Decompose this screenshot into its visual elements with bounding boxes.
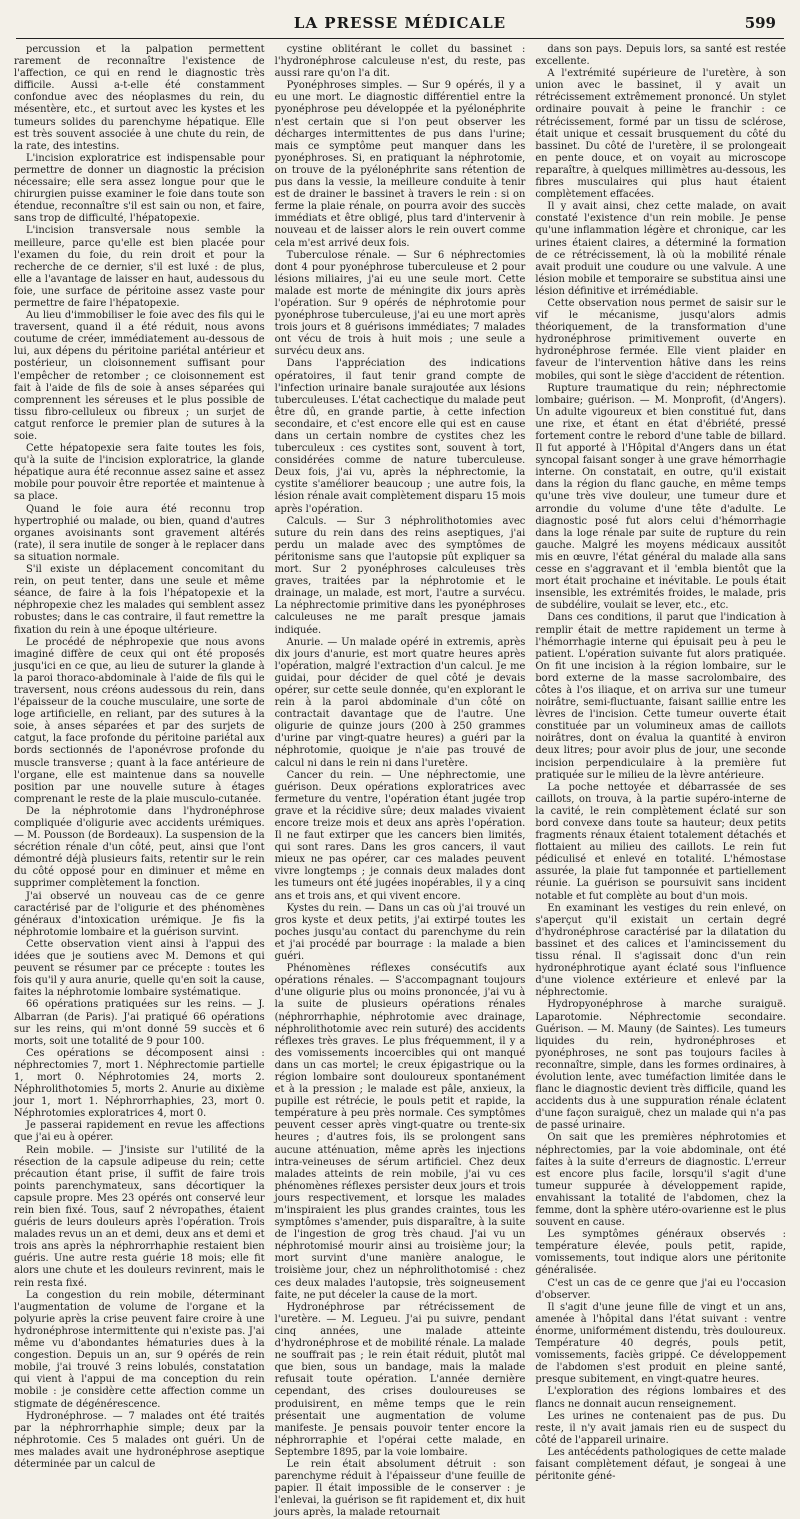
paragraph: Le procédé de néphropexie que nous avons imaginé diffère de ceux qui ont été proposés jusqu'ici en ce que, au lieu de suturer la glande à la paroi thoraco-abdominale à l'aide de fils qui le traversent, nous créons audessous du rein, dans l'épaisseur de la couche musculaire, une sorte de loge artificielle, en reliant, par des sutures à la soie, à anses séparées et par des surjets de catgut, la face profonde du péritoine pariétal aux bords sectionnés de l'aponévrose profonde du muscle transverse ; quant à la face antérieure de l'organe, elle est maintenue dans sa nouvelle position par une nouvelle suture à étages comprenant le reste de la plaie musculo-cutanée. bbox=[14, 636, 265, 805]
paragraph: S'il existe un déplacement concomitant du rein, on peut tenter, dans une seule et même séance, de faire à la fois l'hépatopexie et la néphropexie chez les malades qui semblent assez robustes; dans le cas contraire, il faut remettre la fixation du rein à une époque ultérieure. bbox=[14, 564, 265, 636]
paragraph: cystine oblitérant le collet du bassinet : l'hydronéphrose calculeuse n'est, du reste, pas aussi rare qu'on l'a dit. bbox=[274, 44, 526, 80]
paragraph: Au lieu d'immobiliser le foie avec des fils qui le traversent, quand il a été réduit, nous avons coutume de créer, immédiatement au-dessous de lui, aux dépens du péritoine pariétal antérieur et postérieur, un cloisonnement suffisant pour l'empêcher de retomber ; ce cloisonnement est fait à l'aide de fils de soie à anses séparées qui comprennent les séreuses et le plus possible de tissu fibro-celluleux ou fibreux ; un surjet de catgut renforce le premier plan de sutures à la soie. bbox=[14, 310, 265, 442]
paragraph: Je passerai rapidement en revue les affections que j'ai eu à opérer. bbox=[14, 1120, 265, 1144]
column-left bbox=[14, 44, 265, 1519]
paragraph: percussion et la palpation permettent rarement de reconnaître l'existence de l'affection, ce qui en rend le diagnostic très difficile. Aussi a-t-elle été constamment confondue avec des néoplasmes du rein, du mésentère, etc., et surtout avec les kystes et les tumeurs solides du parenchyme hépatique. Elle est très souvent associée à une chute du rein, de la rate, des intestins. bbox=[14, 44, 265, 152]
paragraph: L'incision transversale nous semble la meilleure, parce qu'elle est bien placée pour l'examen du foie, du rein droit et pour la recherche de ce dernier, s'il est luxé : de plus, elle a l'avantage de laisser en haut, audessous du foie, une surface de péritoine assez vaste pour permettre de faire l'hépatopexie. bbox=[14, 225, 265, 309]
paragraph: Cancer du rein. — Une néphrectomie, une guérison. Deux opérations exploratrices avec fermeture du ventre, l'opération étant jugée trop grave et la récidive sûre; deux malades vivaient encore treize mois et deux ans après l'opération. Il ne faut extirper que les cancers bien limités, qui sont rares. Dans les gros cancers, il vaut mieux ne pas opérer, car ces malades peuvent vivre longtemps ; je connais deux malades dont les tumeurs ont été jugées inopérables, il y a cinq ans et trois ans, et qui vivent encore. bbox=[274, 769, 526, 902]
column-right bbox=[535, 44, 786, 1519]
paragraph: Anurie. — Un malade opéré in extremis, après dix jours d'anurie, est mort quatre heures après l'opération, malgré l'extraction d'un calcul. Je me guidai, pour décider de quel côté je devais opérer, sur cette seule donnée, qu'en explorant le rein à la paroi abdominale d'un côté on contractait davantage que de l'autre. Une oligurie de quinze jours (200 à 250 grammes d'urine par vingt-quatre heures) a guéri par la néphrotomie, quoique je n'aie pas trouvé de calcul ni dans le rein ni dans l'uretère. bbox=[274, 636, 526, 769]
paragraph: Cette hépatopexie sera faite toutes les fois, qu'à la suite de l'incision exploratrice, la glande hépatique aura été reconnue assez saine et assez mobile pour pouvoir être reportée et maintenue à sa place. bbox=[14, 443, 265, 503]
paragraph: Il s'agit d'une jeune fille de vingt et un ans, amenée à l'hôpital dans l'état suivant : ventre énorme, uniformément distendu, très douloureux. Température 40 degrés, pouls petit, vomissements, faciès grippé. Ce développement de l'abdomen s'est produit en pleine santé, presque subitement, en vingt-quatre heures. bbox=[535, 1301, 786, 1386]
paragraph: A l'extrémité supérieure de l'uretère, à son union avec le bassinet, il y avait un rétrécissement extrêmement prononcé. Un stylet ordinaire pouvait à peine le franchir : ce rétrécissement, formé par un tissu de sclérose, était unique et cessait brusquement du côté du bassinet. Du côté de l'uretère, il se prolongeait en pente douce, et on voyait au microscope reparaître, à quelques millimètres au-dessous, les fibres musculaires qui plus haut étaient complètement effacées. bbox=[535, 68, 786, 201]
page-header bbox=[16, 6, 784, 34]
paragraph: Les symptômes généraux observés : température élevée, pouls petit, rapide, vomissements, tout indique alors une péritonite généralisée. bbox=[535, 1229, 786, 1277]
paragraph: Cette observation nous permet de saisir sur le vif le mécanisme, jusqu'alors admis théoriquement, de la transformation d'une hydronéphrose primitivement ouverte en hydronéphrose fermée. Elle vient plaider en faveur de l'intervention hâtive dans les reins mobiles, qui sont le siège d'accident de rétention. bbox=[535, 297, 786, 382]
paragraph: Il y avait ainsi, chez cette malade, on avait constaté l'existence d'un rein mobile. Je pense qu'une inflammation légère et chronique, car les urines étaient claires, a déterminé la formation de ce rétrécissement, là où la mobilité rénale avait produit une coudure ou une valvule. A une lésion mobile et temporaire se substitua ainsi une lésion définitive et irrémédiable. bbox=[535, 201, 786, 297]
paragraph: Rupture traumatique du rein; néphrectomie lombaire; guérison. — M. Monprofit, (d'Angers). Un adulte vigoureux et bien constitué fut, dans une rixe, et étant en état d'ébriété, pressé fortement contre le rebord d'une table de billard. Il fut apporté à l'Hôpital d'Angers dans un état syncopal faisant songer à une grave hémorrhagie interne. On constatait, en outre, qu'il existait dans la région du flanc gauche, en même temps qu'une très vive douleur, une tumeur dure et arrondie du volume d'une tête d'adulte. Le diagnostic posé fut alors celui d'hémorrhagie dans la loge rénale par suite de rupture du rein gauche. Malgré les moyens médicaux aussitôt mis en œuvre, l'état général du malade alla sans cesse en s'aggravant et il 'embla bientôt que la mort était prochaine et inévitable. Le pouls était insensible, les extrémités froides, le malade, pris de subdélire, voulait se lever, etc., etc. bbox=[535, 382, 786, 612]
paragraph: 66 opérations pratiquées sur les reins. — J. Albarran (de Paris). J'ai pratiqué 66 opérations sur les reins, qui m'ont donné 59 succès et 6 morts, soit une totalité de 9 pour 100. bbox=[14, 999, 265, 1047]
paragraph: Dans l'appréciation des indications opératoires, il faut tenir grand compte de l'infection urinaire banale surajoutée aux lésions tuberculeuses. L'état cachectique du malade peut être dû, en grande partie, à cette infection secondaire, et c'est encore elle qui est en cause dans un certain nombre de cystites chez les tuberculeux : ces cystites sont, souvent à tort, considérées comme de nature tuberculeuse. Deux fois, j'ai vu, après la néphrectomie, la cystite s'améliorer beaucoup ; une autre fois, la lésion rénale avait complètement disparu 15 mois après l'opération. bbox=[274, 358, 526, 515]
paragraph: Les antécédents pathologiques de cette malade faisant complètement défaut, je songeai à une péritonite géné- bbox=[535, 1446, 786, 1483]
paragraph: Hydronéphrose. — 7 malades ont été traités par la néphrorrhaphie simple; deux par la néphrotomie. Ces 5 malades ont guéri. Un de mes malades avait une hydronéphrose aseptique déterminée par un calcul de bbox=[14, 1410, 265, 1470]
paragraph: Dans ces conditions, il parut que l'indication à remplir était de mettre rapidement un terme à l'hémorrhagie interne qui épuisait peu à peu le patient. L'opération suivante fut alors pratiquée. On fit une incision à la région lombaire, sur le bord externe de la masse sacrolombaire, des côtes à l'os iliaque, et on arriva sur une tumeur noirâtre, semi-fluctuante, faisant saillie entre les lèvres de l'incision. Cette tumeur ouverte était constituée par un volumineux amas de caillots noirâtres, dont on évalua la quantité à environ deux litres; pour avoir plus de jour, une seconde incision perpendiculaire à la première fut pratiquée sur le milieu de la lèvre antérieure. bbox=[535, 612, 786, 781]
paragraph: Kystes du rein. — Dans un cas où j'ai trouvé un gros kyste et deux petits, j'ai extirpé toutes les poches jusqu'au contact du parenchyme du rein et j'ai procédé par bourrage : la malade a bien guéri. bbox=[274, 902, 526, 963]
paragraph: Tuberculose rénale. — Sur 6 néphrectomies dont 4 pour pyonéphrose tuberculeuse et 2 pour lésions miliaires, j'ai eu une seule mort. Cette malade est morte de méningite dix jours après l'opération. Sur 9 opérés de néphrotomie pour pyonéphrose tuberculeuse, j'ai eu une mort après trois jours et 8 guérisons immédiates; 7 malades ont vécu de trois à huit mois ; une seule a survécu deux ans. bbox=[274, 249, 526, 358]
paragraph: Rein mobile. — J'insiste sur l'utilité de la résection de la capsule adipeuse du rein; cette précaution étant prise, il suffit de faire trois points parenchymateux, sans décortiquer la capsule propre. Mes 23 opérés ont conservé leur rein bien fixé. Tous, sauf 2 névropathes, étaient guéris de leurs douleurs après l'opération. Trois malades revus un an et demi, deux ans et demi et trois ans après la néphrorrhaphie restaient bien guéris. Une autre resta guérie 18 mois; elle fit alors une chute et les douleurs revinrent, mais le rein resta fixé. bbox=[14, 1144, 265, 1289]
paragraph: Hydropyonéphrose à marche suraiguë. Laparotomie. Néphrectomie secondaire. Guérison. — M. Mauny (de Saintes). Les tumeurs liquides du rein, hydronéphroses et pyonéphroses, ne sont pas toujours faciles à reconnaître, simple, dans les formes ordinaires, à évolution lente, avec tuméfaction limitée dans le flanc le diagnostic devient très difficile, quand les accidents dus à une suppuration rénale éclatent d'une façon suraiguë, chez un malade qui n'a pas de passé urinaire. bbox=[535, 999, 786, 1132]
paragraph: J'ai observé un nouveau cas de ce genre caractérisé par de l'oligurie et des phénomènes généraux d'intoxication urémique. Je fis la néphrotomie lombaire et la guérison survint. bbox=[14, 890, 265, 938]
journal-title: LA PRESSE MÉDICALE bbox=[293, 14, 507, 32]
paragraph: C'est un cas de ce genre que j'ai eu l'occasion d'observer. bbox=[535, 1277, 786, 1301]
paragraph: Les urines ne contenaient pas de pus. Du reste, il n'y avait jamais rien eu de suspect du côté de l'appareil urinaire. bbox=[535, 1410, 786, 1446]
paragraph: Ces opérations se décomposent ainsi : néphrectomies 7, mort 1. Néphrectomie partielle 1, mort 0. Néphrotomies 24, morts 2. Néphrolithotomies 5, morts 2. Anurie au dixième jour 1, mort 1. Néphrorrhaphies, 23, mort 0. Néphrotomies exploratrices 4, mort 0. bbox=[14, 1047, 265, 1120]
paragraph: On sait que les premières néphrotomies et néphrectomies, par la voie abdominale, ont été faites à la suite d'erreurs de diagnostic. L'erreur est encore plus facile, lorsqu'il s'agit d'une tumeur suppurée à développement rapide, envahissant la totalité de l'abdomen, chez la femme, dont la sphère utéro-ovarienne est le plus souvent en cause. bbox=[535, 1132, 786, 1229]
paragraph: L'exploration des régions lombaires et des flancs ne donnait aucun renseignement. bbox=[535, 1386, 786, 1410]
paragraph: Pyonéphroses simples. — Sur 9 opérés, il y a eu une mort. Le diagnostic différentiel entre la pyonéphrose peu développée et la pyélonéphrite n'est certain que si l'on peut observer les décharges intermittentes de pus dans l'urine; mais ce symptôme peut manquer dans les pyonéphroses. Si, en pratiquant la néphrotomie, on trouve de la pyélonéphrite sans rétention de pus dans la vessie, la meilleure conduite à tenir est de drainer le bassinet à travers le rein : si on ferme la plaie rénale, on pourra avoir des succès immédiats et être obligé, plus tard d'intervenir à nouveau et de laisser alors le rein ouvert comme cela m'est arrivé deux fois. bbox=[274, 80, 526, 249]
paragraph: dans son pays. Depuis lors, sa santé est restée excellente. bbox=[535, 44, 786, 68]
header-rule bbox=[16, 38, 784, 39]
paragraph: Cette observation vient ainsi à l'appui des idées que je soutiens avec M. Demons et qui peuvent se résumer par ce précepte : toutes les fois qu'il y aura anurie, quelle qu'en soit la cause, faites la néphrotomie lombaire systématique. bbox=[14, 938, 265, 999]
page-number: 599 bbox=[744, 14, 776, 32]
column-middle bbox=[275, 44, 526, 1519]
paragraph: La congestion du rein mobile, déterminant l'augmentation de volume de l'organe et la polyurie après la crise peuvent faire croire à une hydronéphrose intermittente qui n'existe pas. J'ai même vu d'abondantes hématuries dues à la congestion. Depuis un an, sur 9 opérés de rein mobile, j'ai trouvé 3 reins lobulés, constatation qui vient à l'appui de ma conception du rein mobile : je considère cette affection comme un stigmate de dégénérescence. bbox=[14, 1289, 265, 1410]
article-columns bbox=[14, 44, 786, 1519]
paragraph: Calculs. — Sur 3 néphrolithotomies avec suture du rein dans des reins aseptiques, j'ai perdu un malade avec des symptômes de péritonisme sans que l'autopsie pût expliquer sa mort. Sur 2 pyonéphroses calculeuses très graves, traitées par la néphrotomie et le drainage, un malade, est mort, l'autre a survécu. La néphrectomie primitive dans les pyonéphroses calculeuses ne me paraît presque jamais indiquée. bbox=[274, 515, 526, 636]
paragraph: Le rein était absolument détruit : son parenchyme réduit à l'épaisseur d'une feuille de papier. Il était impossible de le conserver : je l'enlevai, la guérison se fit rapidement et, dix huit jours après, la malade retournait bbox=[274, 1458, 526, 1519]
paragraph: Hydronéphrose par rétrécissement de l'uretère. — M. Legueu. J'ai pu suivre, pendant cinq années, une malade atteinte d'hydronéphrose et de mobilité rénale. La malade ne souffrait pas ; le rein était réduit, plutôt mal que bien, sous un bandage, mais la malade refusait toute opération. L'année dernière cependant, des crises douloureuses se produisirent, en même temps que le rein présentait une augmentation de volume manifeste. Je pensais pouvoir tenter encore la néphrorraphie et l'opérai cette malade, en Septembre 1895, par la voie lombaire. bbox=[274, 1301, 526, 1458]
paragraph: En examinant les vestiges du rein enlevé, on s'aperçut qu'il existait un certain degré d'hydronéphrose caractérisé par la dilatation du bassinet et des calices et l'amincissement du tissu rénal. Il s'agissait donc d'un rein hydronéphrotique ayant éclaté sous l'influence d'une violence extérieure et enlevé par la néphrectomie. bbox=[535, 902, 786, 999]
paragraph: De la néphrotomie dans l'hydronéphrose compliquée d'oligurie avec accidents urémiques. — M. Pousson (de Bordeaux). La suspension de la sécrétion rénale d'un côté, peut, ainsi que l'ont démontré déjà plusieurs faits, retentir sur le rein du côté opposé pour en diminuer et même en supprimer complètement la fonction. bbox=[14, 805, 265, 890]
paragraph: L'incision exploratrice est indispensable pour permettre de donner un diagnostic la précision nécessaire; elle sera assez longue pour que le chirurgien puisse examiner le foie dans toute son étendue, reconnaître s'il est sain ou non, et faire, sans trop de difficulté, l'hépatopexie. bbox=[14, 152, 265, 225]
paragraph: Quand le foie aura été reconnu trop hypertrophié ou malade, ou bien, quand d'autres organes avoisinants sont gravement altérés (rate), il sera inutile de songer à le replacer dans sa situation normale. bbox=[14, 503, 265, 563]
paragraph: La poche nettoyée et débarrassée de ses caillots, on trouva, à la partie supéro-interne de la cavité, le rein complètement éclaté sur son bord convexe dans toute sa hauteur; deux petits fragments rénaux étaient totalement détachés et flottaient au milieu des caillots. Le rein fut pédiculisé et enlevé en totalité. L'hémostase assurée, la plaie fut tamponnée et partiellement réunie. La guérison se poursuivit sans incident notable et fut complète au bout d'un mois. bbox=[535, 781, 786, 902]
paragraph: Phénomènes réflexes consécutifs aux opérations rénales. — S'accompagnant toujours d'une oligurie plus ou moins prononcée, j'ai vu à la suite de plusieurs opérations rénales (néphrorrhaphie, néphrotomie avec drainage, néphrolithotomie avec rein suturé) des accidents réflexes très graves. Le plus fréquemment, il y a des vomissements incoercibles qui ont manqué dans un cas mortel; le creux épigastrique ou la région lombaire sont douloureux spontanément et à la pression ; le malade est pâle, anxieux, la pupille est rétrécie, le pouls petit et rapide, la température à peu près normale. Ces symptômes peuvent cesser après vingt-quatre ou trente-six heures ; d'autres fois, ils se prolongent sans aucune atténuation, même après les injections intra-veineuses de sérum artificiel. Chez deux malades atteints de rein mobile, j'ai vu ces phénomènes réflexes persister deux jours et trois jours respectivement, et lorsque les malades m'inspiraient les plus grandes craintes, tous les symptômes s'amender, puis disparaître, à la suite de l'ingestion de grog très chaud. J'ai vu un néphrotomisé mourir ainsi au troisième jour; la mort survint d'une manière analogue, le troisième jour, chez un néphrolithotomisé : chez ces deux malades l'autopsie, très soigneusement faite, ne put déceler la cause de la mort. bbox=[274, 963, 526, 1301]
